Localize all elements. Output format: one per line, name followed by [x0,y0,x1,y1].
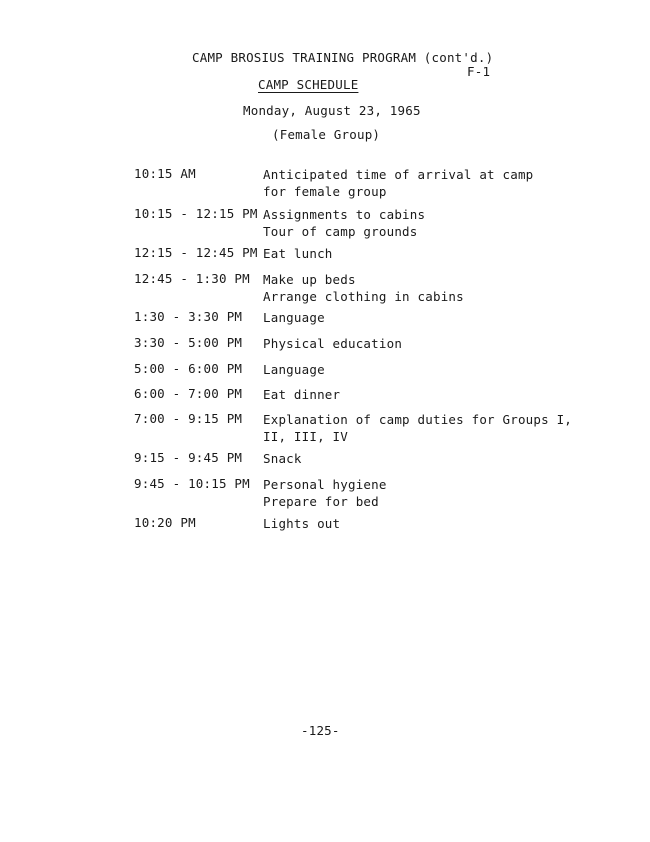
schedule-time: 1:30 - 3:30 PM [134,309,243,324]
page-code: F-1 [467,64,491,79]
schedule-activity: Language [263,310,325,325]
schedule-time: 10:20 PM [134,515,196,530]
schedule-activity: Personal hygiene Prepare for bed [263,477,387,509]
schedule-time: 5:00 - 6:00 PM [134,361,243,376]
schedule-time: 9:15 - 9:45 PM [134,450,243,465]
schedule-time: 3:30 - 5:00 PM [134,335,243,350]
group-label: (Female Group) [272,127,381,142]
schedule-date: Monday, August 23, 1965 [243,103,421,118]
schedule-time: 6:00 - 7:00 PM [134,386,243,401]
schedule-activity: Assignments to cabins Tour of camp grounds [263,207,426,239]
schedule-time: 12:15 - 12:45 PM [134,245,258,260]
schedule-time: 10:15 AM [134,166,196,181]
page-number: -125- [301,723,340,738]
schedule-heading: CAMP SCHEDULE [258,77,359,92]
schedule-activity: Eat dinner [263,387,341,402]
schedule-time: 10:15 - 12:15 PM [134,206,258,221]
schedule-activity: Explanation of camp duties for Groups I, II, III, IV [263,412,573,444]
schedule-activity: Snack [263,451,302,466]
document-title: CAMP BROSIUS TRAINING PROGRAM (cont'd.) [192,50,494,65]
schedule-time: 7:00 - 9:15 PM [134,411,243,426]
schedule-activity: Make up beds Arrange clothing in cabins [263,272,464,304]
schedule-time: 12:45 - 1:30 PM [134,271,250,286]
schedule-activity: Lights out [263,516,341,531]
schedule-activity: Language [263,362,325,377]
schedule-activity: Physical education [263,336,403,351]
schedule-activity: Eat lunch [263,246,333,261]
schedule-time: 9:45 - 10:15 PM [134,476,250,491]
schedule-activity: Anticipated time of arrival at camp for female group [263,167,534,199]
